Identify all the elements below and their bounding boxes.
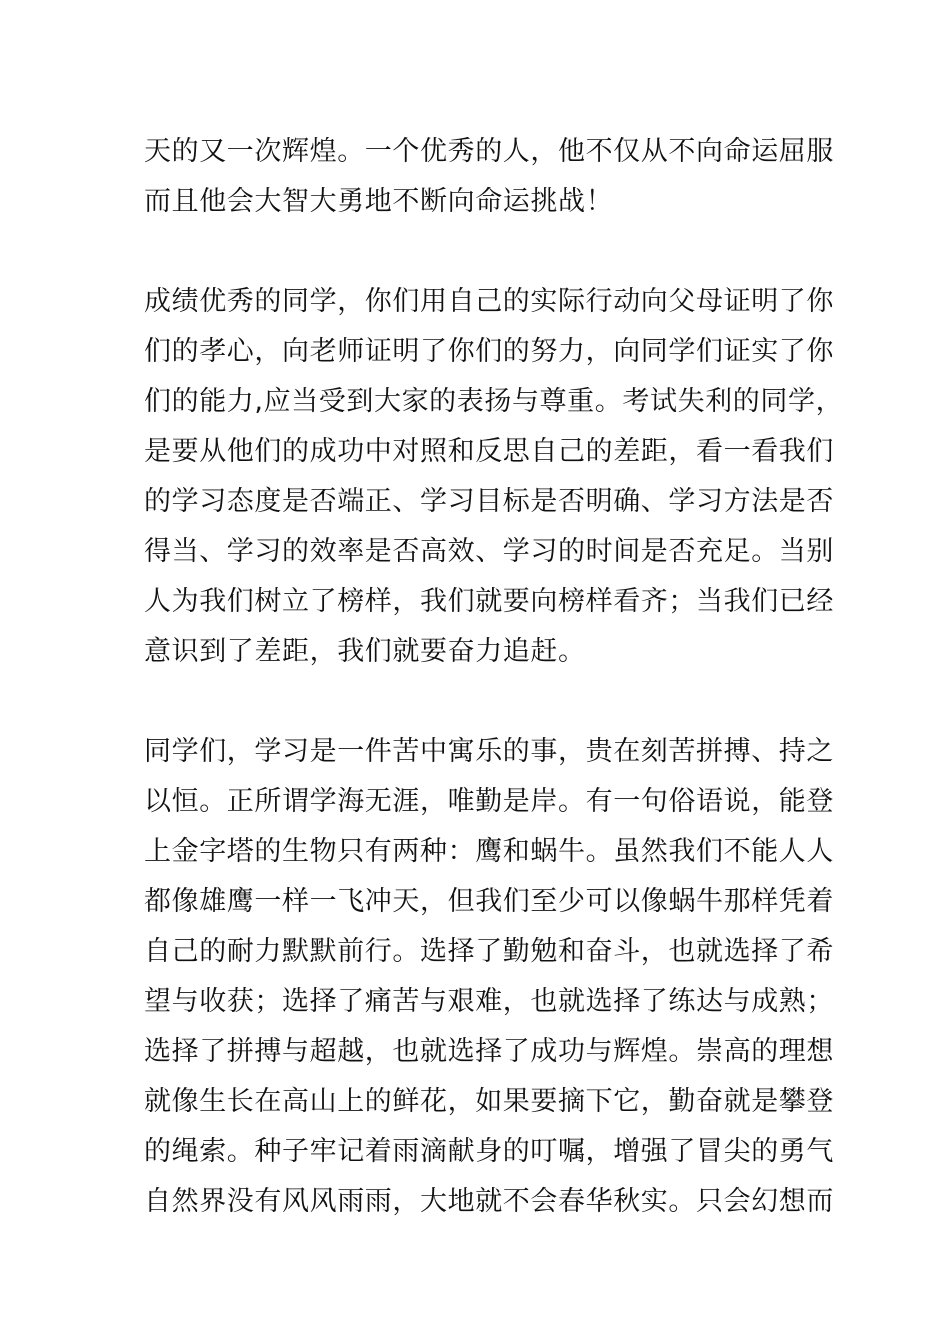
text-line: 同学们，学习是一件苦中寓乐的事，贵在刻苦拼搏、持之 — [144, 736, 834, 767]
text-line: 而且他会大智大勇地不断向命运挑战！ — [144, 186, 614, 217]
text-line: 的学习态度是否端正、学习目标是否明确、学习方法是否 — [144, 486, 834, 517]
text-line: 们的孝心，向老师证明了你们的努力，向同学们证实了你 — [144, 336, 834, 367]
text-line: 自己的耐力默默前行。选择了勤勉和奋斗，也就选择了希 — [144, 936, 834, 967]
text-line: 都像雄鹰一样一飞冲天，但我们至少可以像蜗牛那样凭着 — [144, 886, 834, 917]
text-line: 得当、学习的效率是否高效、学习的时间是否充足。当别 — [144, 536, 834, 567]
text-line: 是要从他们的成功中对照和反思自己的差距，看一看我们 — [144, 436, 834, 467]
text-line: 意识到了差距，我们就要奋力追赶。 — [144, 636, 586, 667]
text-line: 自然界没有风风雨雨，大地就不会春华秋实。只会幻想而 — [144, 1186, 834, 1217]
text-line: 望与收获；选择了痛苦与艰难，也就选择了练达与成熟； — [144, 986, 834, 1017]
text-line: 以恒。正所谓学海无涯，唯勤是岸。有一句俗语说，能登 — [144, 786, 834, 817]
text-line: 成绩优秀的同学，你们用自己的实际行动向父母证明了你 — [144, 286, 834, 317]
text-line: 天的又一次辉煌。一个优秀的人，他不仅从不向命运屈服 — [144, 136, 834, 167]
text-line: 的绳索。种子牢记着雨滴献身的叮嘱，增强了冒尖的勇气 — [144, 1136, 834, 1167]
text-line: 选择了拼搏与超越，也就选择了成功与辉煌。崇高的理想 — [144, 1036, 834, 1067]
text-line: 就像生长在高山上的鲜花，如果要摘下它，勤奋就是攀登 — [144, 1086, 834, 1117]
text-line: 上金字塔的生物只有两种：鹰和蜗牛。虽然我们不能人人 — [144, 836, 834, 867]
text-line: 们的能力,应当受到大家的表扬与尊重。考试失利的同学， — [144, 386, 844, 417]
text-line: 人为我们树立了榜样，我们就要向榜样看齐；当我们已经 — [144, 586, 834, 617]
